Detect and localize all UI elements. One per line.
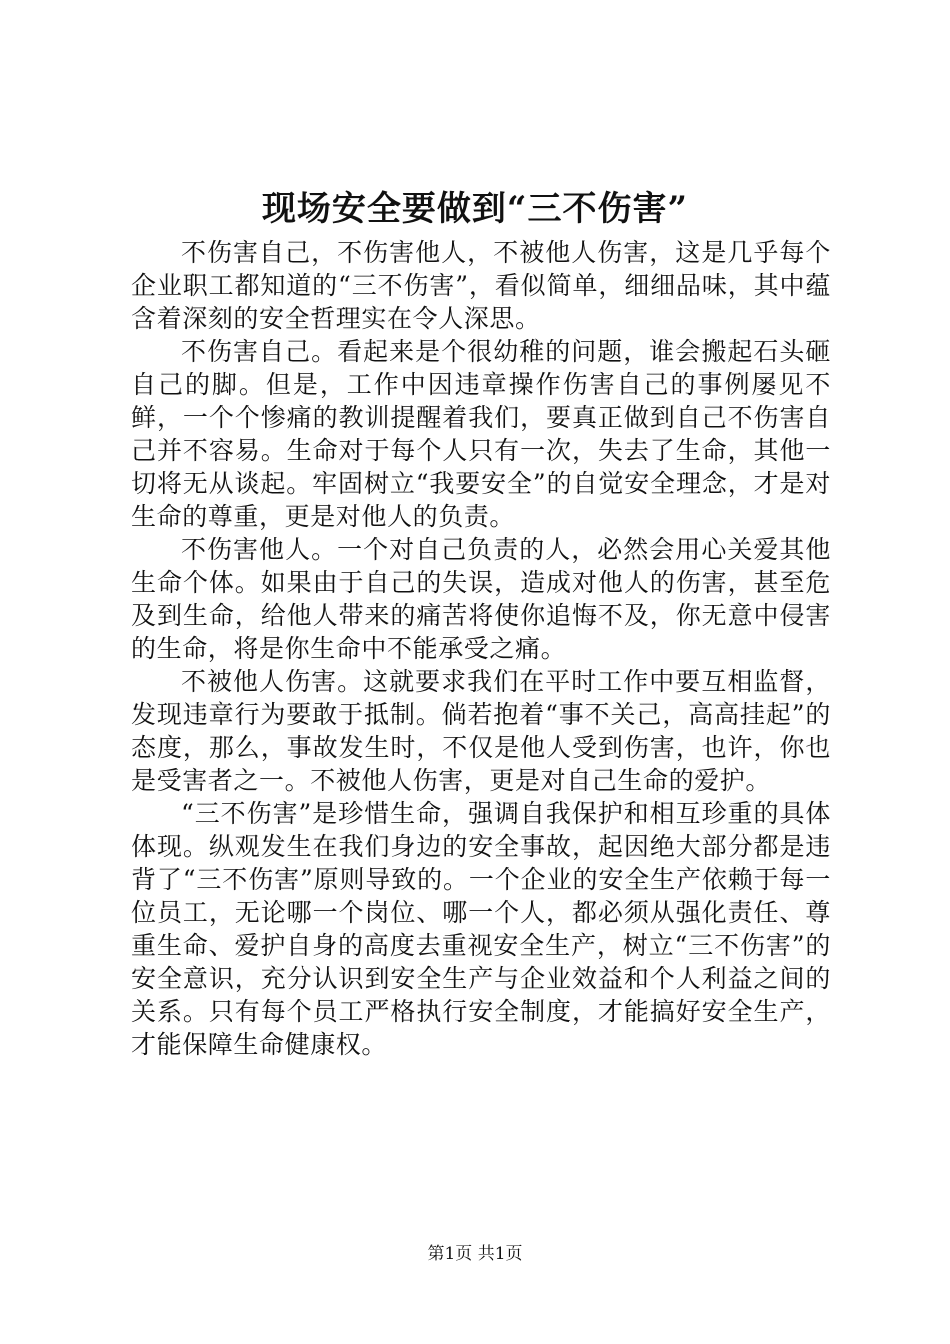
page-footer: 第1页 共1页 bbox=[427, 1244, 523, 1264]
paragraph-not-hurt-others: 不伤害他人。一个对自己负责的人，必然会用心关爱其他生命个体。如果由于自己的失误，造成对他人的伤害，甚至危及到生命，给他人带来的痛苦将使你追悔不及，你无意中侵害的生命，将是你生命中不能承受之痛。 bbox=[131, 535, 831, 663]
document-body bbox=[131, 236, 831, 1061]
document-title: 现场安全要做到“三不伤害” bbox=[261, 189, 689, 229]
paragraph-not-hurt-by-others: 不被他人伤害。这就要求我们在平时工作中要互相监督，发现违章行为要敢于抵制。倘若抱着“事不关己，高高挂起”的态度，那么，事故发生时，不仅是他人受到伤害，也许，你也是受害者之一。不被他人伤害，更是对自己生命的爱护。 bbox=[131, 667, 831, 795]
paragraph-conclusion: “三不伤害”是珍惜生命，强调自我保护和相互珍重的具体体现。纵观发生在我们身边的安全事故，起因绝大部分都是违背了“三不伤害”原则导致的。一个企业的安全生产依赖于每一位员工，无论哪一个岗位、哪一个人，都必须从强化责任、尊重生命、爱护自身的高度去重视安全生产，树立“三不伤害”的安全意识，充分认识到安全生产与企业效益和个人利益之间的关系。只有每个员工严格执行安全制度，才能搞好安全生产，才能保障生命健康权。 bbox=[131, 799, 831, 1059]
paragraph-intro: 不伤害自己，不伤害他人，不被他人伤害，这是几乎每个企业职工都知道的“三不伤害”，看似简单，细细品味，其中蕴含着深刻的安全哲理实在令人深思。 bbox=[131, 238, 831, 333]
paragraph-not-hurt-self: 不伤害自己。看起来是个很幼稚的问题，谁会搬起石头砸自己的脚。但是，工作中因违章操作伤害自己的事例屡见不鲜，一个个惨痛的教训提醒着我们，要真正做到自己不伤害自己并不容易。生命对于每个人只有一次，失去了生命，其他一切将无从谈起。牢固树立“我要安全”的自觉安全理念，才是对生命的尊重，更是对他人的负责。 bbox=[131, 337, 831, 531]
